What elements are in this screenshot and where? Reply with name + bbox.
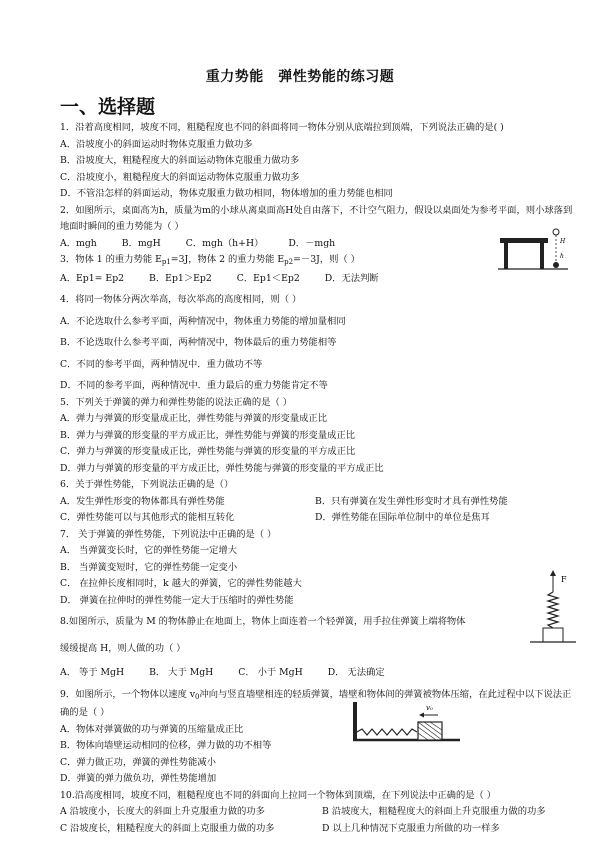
q8-option: B． 大于 MgH: [149, 667, 214, 678]
table-ball-figure: [498, 228, 578, 278]
section-heading: 一、选择题: [60, 96, 156, 118]
q8-option: D． 无法确定: [327, 667, 385, 678]
q10-option: B 沿坡度大，粗糙程度大的斜面上升克服重力做的功多: [322, 806, 546, 817]
q5-option: D．弹力与弹簧的形变量的平方成正比，弹性势能与弹簧的形变量的平方成正比: [60, 462, 384, 474]
arrow-head: [550, 570, 556, 576]
q3-option: C．Ep1＜Ep2: [236, 272, 300, 284]
q10-options-row: [60, 804, 580, 821]
q10-option: C 沿坡度长，粗糙程度大的斜面上克服重力做的功多: [60, 822, 275, 834]
block-M: [543, 628, 563, 642]
q6-option: B．只有弹簧在发生弹性形变时才具有弹性势能: [315, 495, 508, 507]
q2-option: B．mgH: [121, 237, 161, 249]
q9-option: A．物体对弹簧做的功与弹簧的压缩量成正比: [60, 723, 244, 735]
q7-option: A． 当弹簧变长时，它的弹性势能一定增大: [60, 545, 238, 556]
q4-stem: 4．将同一物体分两次举高，每次举高的高度相同，则（ ）: [60, 294, 302, 305]
q2-option: A．mgh: [60, 237, 97, 249]
q6-options-row: [60, 494, 580, 511]
q1-option: A．沿坡度小的斜面运动时物体克服重力做功多: [60, 138, 253, 150]
q6-option: C．弹性势能可以与其他形式的能相互转化: [60, 512, 235, 523]
q10-option: A 沿坡度小，长度大的斜面上升克服重力做的功多: [60, 806, 265, 817]
q10-options-row: [60, 821, 580, 838]
q6-stem: 6．关于弹性势能，下列说法正确的是（）: [60, 479, 234, 490]
wall: [353, 702, 357, 740]
q3-option: D．无法判断: [324, 272, 379, 284]
q10-stem: 10.沿高度相同，坡度不同，粗糙程度也不同的斜面向上拉同一个物体到顶端，在下列说法中正确的是（ ）: [60, 789, 497, 801]
q1-option: C．沿坡度小，粗糙程度大的斜面运动物体克服重力做功多: [60, 171, 300, 183]
q4-option: C．不同的参考平面，两种情况中．重力做功不等: [60, 358, 263, 370]
tabletop: [500, 238, 548, 243]
H-label: H: [560, 238, 566, 245]
table-leg: [540, 243, 544, 269]
q2-option: C．mgh（h+H）: [185, 237, 264, 249]
force-label: F: [561, 575, 567, 584]
ball-top: [553, 229, 559, 235]
q10-option: D 以上几种情况下克服重力所做的功一样多: [322, 822, 500, 834]
q8-stem: 8.如图所示，质量为 M 的物体静止在地面上，物体上面连着一个轻弹簧，用手拉住弹簧上端将物体: [60, 616, 466, 627]
q9-stem: 9．如图所示，一个物体以速度 $v_0$冲向与竖直墙壁相连的轻质弹簧，墙壁和物体间的弹簧被物体压缩，在此过程中以下说法正确的是（ ）: [60, 688, 572, 718]
q2-stem: 2．如图所示，桌面高为h，质量为m的小球从离桌面高H处自由落下，不计空气阻力，假设以桌面处为参考平面，则小球落到地面时瞬间的重力势能为（ ）: [60, 204, 573, 232]
q2-option: D．－mgh: [288, 237, 336, 249]
wall-spring-block-figure: [350, 698, 462, 744]
spring: [548, 592, 558, 628]
q1-option: D．不管沿怎样的斜面运动，物体克服重力做功相同，物体增加的重力势能也相同: [60, 188, 393, 199]
q3-stem: 3．物体 1 的重力势能 $E_{p1}=3J$，物体 2 的重力势能 $E_{p2}=-3J$，则（ ）: [60, 254, 360, 266]
arrow-head: [419, 713, 424, 718]
q1-option: B．沿坡度大，粗糙程度大的斜面运动物体克服重力做功多: [60, 155, 300, 166]
ball-bottom: [553, 262, 559, 268]
q7-option: B． 当弹簧变短时，它的弹性势能一定变小: [60, 561, 238, 573]
q3-option: A．Ep1= Ep2: [60, 272, 125, 284]
table-leg: [504, 243, 508, 269]
q7-stem: 7． 关于弹簧的弹性势能，下列说法中正确的是（ ）: [60, 528, 277, 540]
spring-block-figure: [528, 570, 578, 650]
q3-option: B．Ep1＞Ep2: [149, 272, 212, 284]
q5-option: A．弹力与弹簧的形变量成正比，弹性势能与弹簧的形变量成正比: [60, 413, 328, 424]
q8-stem-cont: 缓缓提高 H，则人做的功（ ）: [60, 642, 186, 654]
q5-stem: 5．下列关于弹簧的弹力和弹性势能的说法正确的是（ ）: [60, 396, 292, 408]
q4-option: D．不同的参考平面，两种情况中．重力最后的重力势能肯定不等: [60, 380, 328, 391]
q4-option: A．不论选取什么参考平面，两种情况中，物体重力势能的增加量相同: [60, 315, 346, 327]
q1-stem: 1．沿着高度相同，坡度不同，粗糙程度也不同的斜面将同一物体分别从底端拉到顶端，下列说法正确的是( ): [60, 122, 504, 133]
q9-option: B．物体向墙壁运动相同的位移，弹力做的功不相等: [60, 740, 272, 751]
q6-option: A．发生弹性形变的物体都具有弹性势能: [60, 495, 225, 507]
q7-option: C． 在拉伸长度相同时，k 越大的弹簧，它的弹性势能越大: [60, 578, 302, 589]
velocity-label: v₀: [426, 704, 433, 712]
q8-options: [60, 665, 580, 682]
q9-option: C．弹力做正功，弹簧的弹性势能减小: [60, 756, 216, 768]
q8-option: C． 小于 MgH: [238, 667, 303, 678]
q5-option: B．弹力与弹簧的形变量的平方成正比，弹性势能与弹簧的形变量成正比: [60, 429, 356, 441]
spring: [357, 729, 417, 735]
q7-option: D． 弹簧在拉伸时的弹性势能一定大于压缩时的弹性势能: [60, 594, 294, 606]
q8-option: A． 等于 MgH: [60, 667, 125, 678]
q6-option: D．弹性势能在国际单位制中的单位是焦耳: [315, 512, 490, 523]
page-title: 重力势能 弹性势能的练习题: [205, 69, 395, 85]
q5-option: C．弹力与弹簧的形变量成正比，弹性势能与弹簧的形变量的平方成正比: [60, 446, 356, 457]
q9-option: D．弹簧的弹力做负功，弹性势能增加: [60, 773, 217, 784]
q4-option: B．不论选取什么参考平面，两种情况中，物体最后的重力势能相等: [60, 337, 337, 348]
q6-options-row: [60, 510, 580, 527]
h-label: h: [560, 253, 564, 260]
